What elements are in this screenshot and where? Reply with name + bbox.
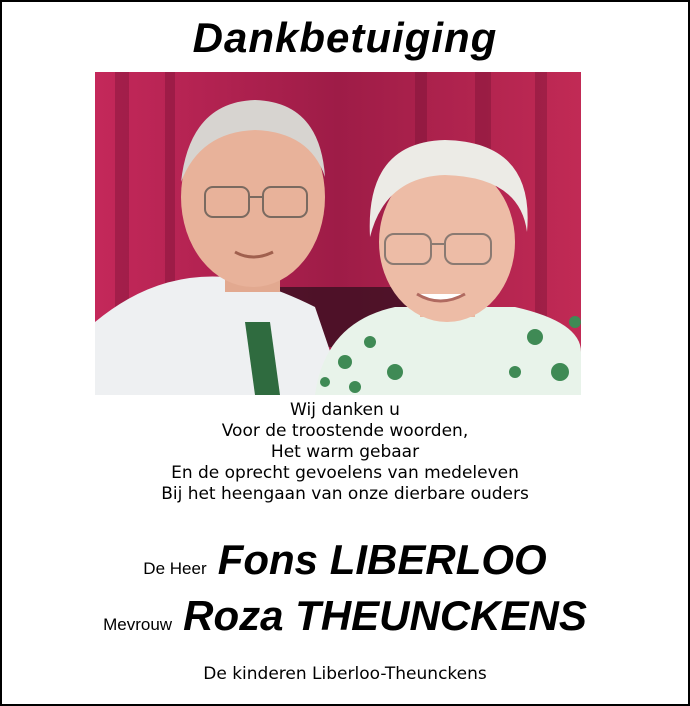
name-prefix: De Heer (143, 559, 207, 578)
deceased-name: Roza THEUNCKENS (183, 592, 587, 639)
thank-you-message (2, 400, 688, 505)
message-line: Bij het heengaan van onze dierbare ouders (161, 484, 529, 504)
message-line: Het warm gebaar (270, 442, 420, 462)
signoff: De kinderen Liberloo-Theunckens (203, 664, 487, 684)
card-title: Dankbetuiging (192, 14, 498, 61)
deceased-name: Fons LIBERLOO (217, 536, 547, 583)
couple-portrait-image (95, 72, 581, 395)
message-line: Voor de troostende woorden, (221, 421, 469, 441)
portrait-illustration (95, 72, 581, 395)
message-line: Wij danken u (290, 400, 400, 420)
message-line: En de oprecht gevoelens van medeleven (171, 463, 519, 483)
deceased-line-father (2, 536, 688, 584)
deceased-line-mother (2, 592, 688, 640)
name-prefix: Mevrouw (103, 615, 173, 634)
